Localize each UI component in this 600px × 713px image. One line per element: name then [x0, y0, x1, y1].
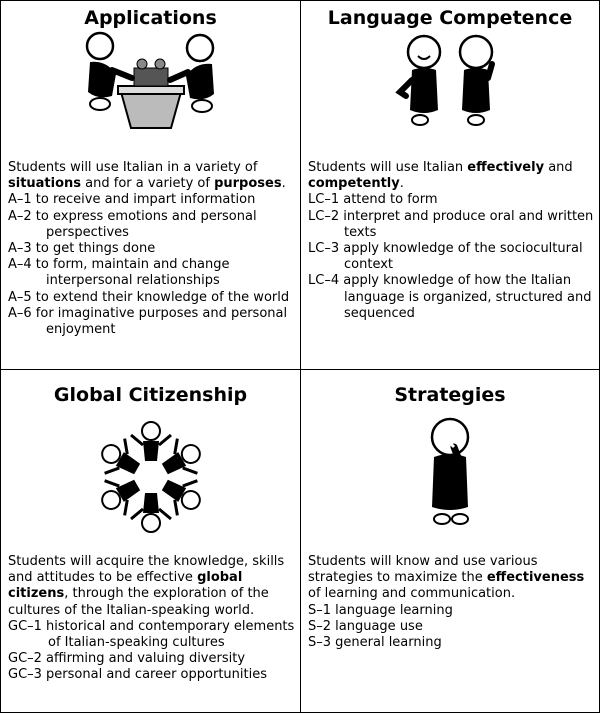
global-citizenship-item: GC–2 affirming and valuing diversity	[8, 651, 246, 667]
applications-text	[8, 160, 296, 338]
strategies-title: Strategies	[394, 384, 506, 406]
thinking-figure-icon	[410, 411, 490, 531]
strategies-item: S–3 general learning	[308, 635, 442, 651]
applications-item: A–2 to express emotions and personal perspectives	[8, 208, 257, 240]
global-citizenship-item: GC–3 personal and career opportunities	[8, 667, 267, 683]
applications-title: Applications	[84, 7, 217, 29]
language-competence-intro: Students will use Italian effectively and competently.	[308, 160, 573, 192]
global-citizenship-text	[8, 554, 296, 684]
strategies-item: S–2 language use	[308, 618, 423, 634]
applications-item: A–3 to get things done	[8, 241, 156, 257]
applications-item: A–6 for imaginative purposes and personal enjoyment	[8, 305, 288, 338]
applications-item: A–1 to receive and impart information	[8, 192, 256, 208]
global-citizenship-item: GC–1 historical and contemporary elements of Italian-speaking cultures	[8, 618, 295, 651]
language-competence-item: LC–2 interpret and produce oral and written texts	[308, 208, 594, 240]
global-citizenship-intro: Students will acquire the knowledge, skills and attitudes to be effective global citizens, through the exploration of the cultures of the Italian-speaking world.	[8, 554, 285, 618]
language-competence-item: LC–4 apply knowledge of how the Italian language is organized, structured and sequenced	[308, 273, 592, 321]
global-citizenship-title: Global Citizenship	[53, 384, 248, 406]
language-competence-title: Language Competence	[327, 7, 573, 29]
strategies-intro: Students will know and use various strategies to maximize the effectiveness of learning and communication.	[308, 554, 585, 602]
applications-item: A–5 to extend their knowledge of the world	[8, 289, 290, 305]
strategies-text	[308, 554, 595, 651]
two-figures-talking-icon	[390, 30, 510, 130]
strategies-item: S–1 language learning	[308, 602, 453, 618]
applications-intro: Students will use Italian in a variety of situations and for a variety of purposes.	[8, 160, 286, 192]
strategies-panel	[300, 369, 599, 712]
language-competence-panel	[300, 1, 599, 369]
language-competence-item: LC–1 attend to form	[308, 192, 438, 208]
global-citizenship-panel	[1, 369, 300, 712]
applications-panel	[1, 1, 300, 369]
language-competence-item: LC–3 apply knowledge of the sociocultural context	[308, 241, 583, 273]
applications-item: A–4 to form, maintain and change interpersonal relationships	[8, 257, 230, 289]
circle-of-figures-icon	[86, 415, 216, 535]
language-competence-text	[308, 160, 595, 322]
figures-at-table-icon	[76, 30, 226, 130]
